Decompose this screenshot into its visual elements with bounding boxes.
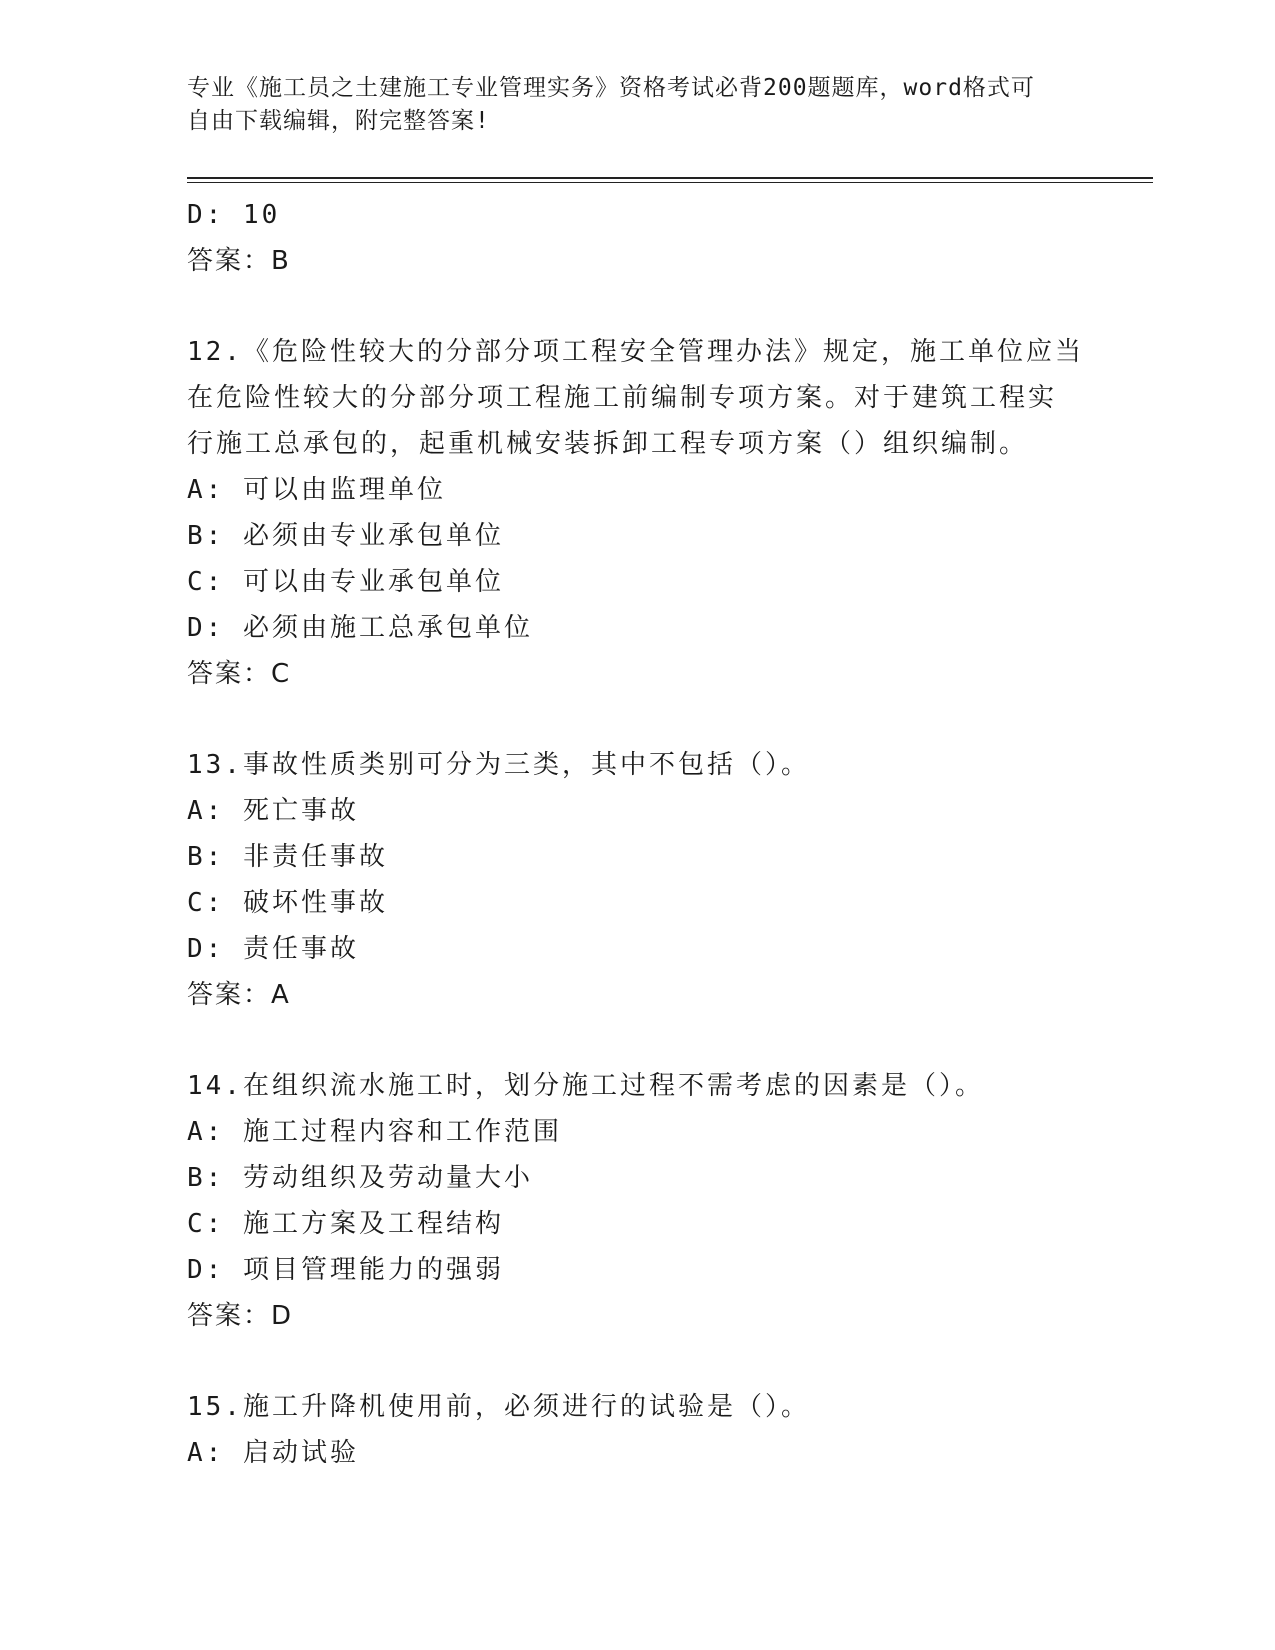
answer-line: 答案：B bbox=[187, 246, 291, 276]
question-stem-line: 15.施工升降机使用前，必须进行的试验是（）。 bbox=[187, 1392, 810, 1422]
option-c: C: 可以由专业承包单位 bbox=[187, 567, 504, 597]
question-12 bbox=[187, 329, 1087, 697]
answer-line: 答案：A bbox=[187, 980, 291, 1010]
question-stem-line: 14.在组织流水施工时，划分施工过程不需考虑的因素是（）。 bbox=[187, 1071, 984, 1101]
option-a: A: 可以由监理单位 bbox=[187, 475, 446, 505]
option-c: C: 施工方案及工程结构 bbox=[187, 1209, 504, 1239]
question-list bbox=[187, 192, 1087, 1476]
question-stem-line: 在危险性较大的分部分项工程施工前编制专项方案。对于建筑工程实 bbox=[187, 383, 1058, 413]
header-line-1: 专业《施工员之土建施工专业管理实务》资格考试必背200题题库，word格式可 bbox=[187, 75, 1035, 101]
header-rule-thick bbox=[187, 177, 1153, 179]
option-d: D: 项目管理能力的强弱 bbox=[187, 1255, 504, 1285]
option-b: B: 必须由专业承包单位 bbox=[187, 521, 504, 551]
option-b: B: 非责任事故 bbox=[187, 842, 388, 872]
option-c: C: 破坏性事故 bbox=[187, 888, 388, 918]
header-line-2: 自由下载编辑，附完整答案! bbox=[187, 108, 490, 134]
question-13 bbox=[187, 742, 1087, 1018]
question-stem-line: 12.《危险性较大的分部分项工程安全管理办法》规定，施工单位应当 bbox=[187, 337, 1084, 367]
answer-line: 答案：C bbox=[187, 659, 292, 689]
header-rule-thin bbox=[187, 182, 1153, 183]
question-stem-line: 13.事故性质类别可分为三类，其中不包括（）。 bbox=[187, 750, 810, 780]
option-d: D: 责任事故 bbox=[187, 934, 359, 964]
option-d: D: 必须由施工总承包单位 bbox=[187, 613, 533, 643]
option-a: A: 施工过程内容和工作范围 bbox=[187, 1117, 562, 1147]
question-15 bbox=[187, 1384, 1087, 1476]
document-header bbox=[187, 72, 1067, 138]
option-a: A: 死亡事故 bbox=[187, 796, 359, 826]
answer-line: 答案：D bbox=[187, 1301, 294, 1331]
question-14 bbox=[187, 1063, 1087, 1339]
question-stem-line: 行施工总承包的，起重机械安装拆卸工程专项方案（）组织编制。 bbox=[187, 429, 1029, 459]
option-a: A: 启动试验 bbox=[187, 1438, 359, 1468]
option-b: B: 劳动组织及劳动量大小 bbox=[187, 1163, 533, 1193]
option-d: D: 10 bbox=[187, 200, 281, 230]
